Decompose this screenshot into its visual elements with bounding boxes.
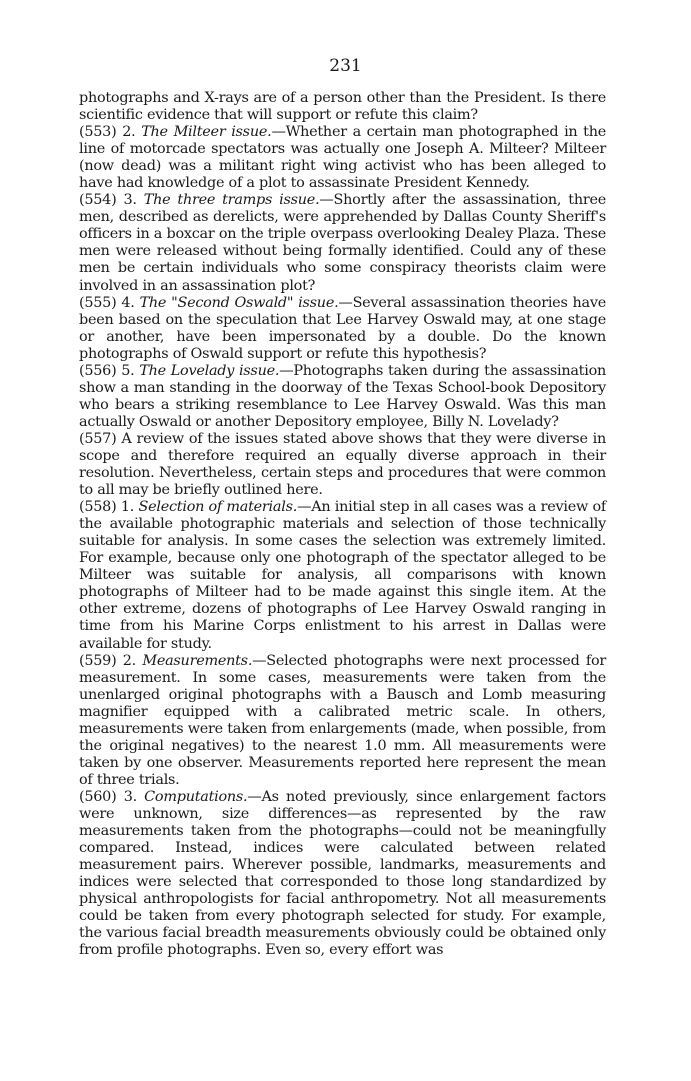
- paragraph-number: (559): [79, 652, 117, 669]
- section-title: Measurements.: [142, 652, 253, 669]
- paragraph-556: [79, 363, 606, 431]
- paragraph-560: [79, 789, 606, 959]
- paragraph-text: —As noted previously, since enlargement factors were unknown, size differences—as represented by the raw measurements taken from the photographs—could not be meaningfully compared. Instead, indices were calculated between related measurement pairs. Wherever possible, landmarks, measurements and indices were selected that corresponded to those long standardized by physical anthropologists for facial anthropometry. Not all measurements could be taken from every photograph selected for study. For example, the various facial breadth measurements obviously could be obtained only from profile photographs. Even so, every effort was: [79, 788, 606, 959]
- paragraph-number: (556): [79, 362, 117, 379]
- issue-title: The "Second Oswald" issue.: [139, 294, 339, 311]
- item-number: 2.: [122, 124, 136, 141]
- item-number: 4.: [121, 294, 135, 311]
- item-number: 1.: [120, 499, 135, 516]
- paragraph-555: [79, 295, 606, 363]
- paragraph-number: (558): [79, 499, 117, 516]
- paragraph-number: (555): [79, 294, 117, 311]
- paragraph-558: [79, 499, 606, 652]
- paragraph-text: photographs and X-rays are of a person other than the President. Is there scientific evidence that will support or refute this claim?: [79, 90, 606, 124]
- body-text: [79, 90, 606, 959]
- paragraph-text: —Several assassination theories have been based on the speculation that Lee Harvey Oswald may, at one stage or another, have been impersonated by a double. Do the known photographs of Oswald support or refute this hypothesis?: [79, 294, 606, 362]
- section-title: Computations.: [144, 788, 248, 805]
- paragraph-number: (553): [79, 124, 117, 141]
- paragraph-text: A review of the issues stated above shows that they were diverse in scope and therefore required an equally diverse approach in their resolution. Nevertheless, certain steps and procedures that were common to all may be briefly outlined here.: [79, 430, 607, 499]
- paragraph-text: —Selected photographs were next processed for measurement. In some cases, measurements were taken from the unenlarged original photographs with a Bausch and Lomb measuring magnifier equipped with a calibrated metric scale. In others, measurements were taken from enlargements (made, when possible, from the original negatives) to the nearest 1.0 mm. All measurements were taken by one observer. Measurements reported here represent the mean of three trials.: [79, 652, 606, 788]
- paragraph-text: —Whether a certain man photographed in the line of motorcade spectators was actually one Joseph A. Milteer? Milteer (now dead) was a militant right wing activist who has been alleged to have had knowledge of a plot to assassinate President Kennedy.: [79, 124, 606, 192]
- item-number: 2.: [122, 652, 137, 669]
- item-number: 3.: [123, 192, 137, 209]
- issue-title: The Lovelady issue.: [139, 362, 280, 379]
- issue-title: The three tramps issue.: [143, 192, 320, 209]
- page-number: 231: [329, 56, 362, 76]
- paragraph-number: (554): [79, 192, 117, 209]
- paragraph-554: [79, 192, 606, 294]
- item-number: 5.: [121, 362, 135, 379]
- paragraph-text: —An initial step in all cases was a review of the available photographic materials and selection of those technically suitable for analysis. In some cases the selection was extremely limited. For example, because only one photograph of the spectator alleged to be Milteer was suitable for analysis, all comparisons with known photographs of Milteer had to be made against this single item. At the other extreme, dozens of photographs of Lee Harvey Oswald ranging in time from his Marine Corps enlistment to his arrest in Dallas were available for study.: [79, 499, 607, 652]
- paragraph-number: (560): [79, 788, 117, 805]
- issue-title: The Milteer issue.: [141, 124, 272, 141]
- item-number: 3.: [123, 788, 137, 805]
- paragraph-559: [79, 653, 606, 789]
- paragraph-number: (557): [79, 430, 117, 447]
- paragraph-text: —Shortly after the assassination, three men, described as derelicts, were apprehended by Dallas County Sheriff's officers in a boxcar on the triple overpass overlooking Dealey Plaza. These men were released without being formally identified. Could any of these men be certain individuals who some conspiracy theorists claim were involved in an assassination plot?: [79, 192, 606, 294]
- paragraph-text: —Photographs taken during the assassination show a man standing in the doorway of the Texas School-book Depository who bears a striking resemblance to Lee Harvey Oswald. Was this man actually Oswald or another Depository employee, Billy N. Lovelady?: [79, 362, 606, 430]
- paragraph-557: [79, 431, 606, 499]
- section-title: Selection of materials.: [138, 499, 298, 516]
- paragraph-553: [79, 124, 606, 192]
- paragraph-continued: [79, 90, 606, 124]
